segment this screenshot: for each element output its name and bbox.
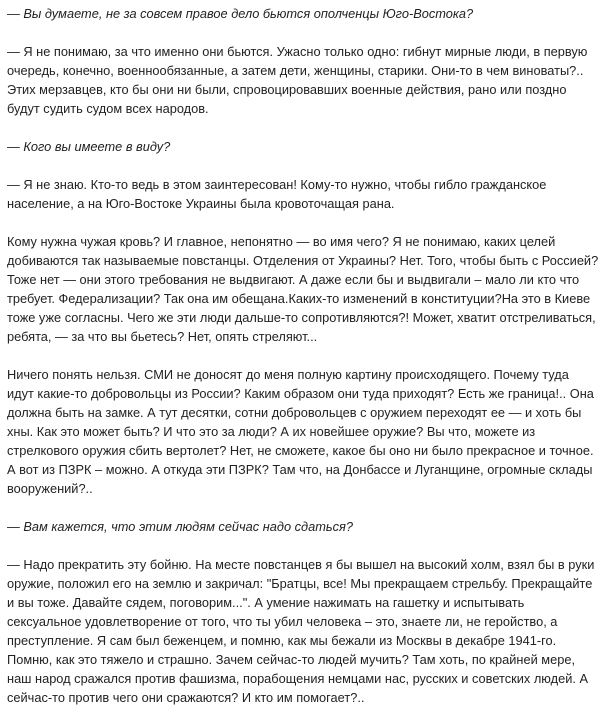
interview-answer: Ничего понять нельзя. СМИ не доносят до меня полную картину происходящего. Почему туда идут какие-то добровольцы из России? Каким образом они туда приходят? Есть же граница!.. Она должна быть на замке. А тут десятки, сотни добровольцев с оружием переходят ее — и хоть бы хны. Как это может быть? И что это за люди? А их новейшее оружие? Вы что, можете из стрелкового оружия сбить вертолет? Нет, не сможете, какое бы оно ни было прекрасное и точное. А вот из ПЗРК – можно. А откуда эти ПЗРК? Там что, на Донбассе и Луганщине, огромные склады вооружений?..: [7, 367, 594, 496]
interview-answer: — Надо прекратить эту бойню. На месте повстанцев я бы вышел на высокий холм, взял бы в руки оружие, положил его на землю и закричал: "Братцы, все! Мы прекращаем стрельбу. Прекращайте и вы тоже. Давайте сядем, поговорим...". А умение нажимать на гашетку и испытывать сексуальное удовлетворение от того, что ты убил человека – это, знаете ли, не геройство, а преступление. Я сам был беженцем, и помню, как мы бежали из Москвы в декабре 1941-го. Помню, как это тяжело и страшно. Зачем сейчас-то людей мучить? Там хоть, по крайней мере, наш народ сражался против фашизма, порабощения немцами нас, русских и советских людей. А сейчас-то против чего они сражаются? И кто им помогает?..: [7, 557, 595, 705]
interview-question: — Вы думаете, не за совсем правое дело бьются ополченцы Юго-Востока?: [7, 6, 474, 21]
interview-question: — Кого вы имеете в виду?: [7, 139, 171, 154]
interview-question: — Вам кажется, что этим людям сейчас надо сдаться?: [7, 519, 353, 534]
interview-answer: — Я не знаю. Кто-то ведь в этом заинтересован! Кому-то нужно, чтобы гибло гражданское население, а на Юго-Востоке Украины была кровоточащая рана.: [7, 177, 547, 211]
interview-answer: Кому нужна чужая кровь? И главное, непонятно — во имя чего? Я не понимаю, каких целей добиваются так называемые повстанцы. Отделения от Украины? Нет. Того, чтобы быть с Россией? Тоже нет — они этого требования не выдвигают. А даже если бы и выдвигали – мало ли кто что требует. Федерализации? Так она им обещана.Каких-то изменений в конституции?На это в Киеве тоже уже согласны. Чего же эти люди дальше-то сопротивляются?! Может, хватит отстреливаться, ребята, — за что вы бьетесь? Нет, опять стреляют...: [7, 234, 599, 344]
interview-answer: — Я не понимаю, за что именно они бьются. Ужасно только одно: гибнут мирные люди, в первую очередь, конечно, военнообязанные, а затем дети, женщины, старики. Они-то в чем виноваты?.. Этих мерзавцев, кто бы они ни были, спровоцировавших военные действия, рано или поздно будут судить судом всех народов.: [7, 44, 588, 116]
